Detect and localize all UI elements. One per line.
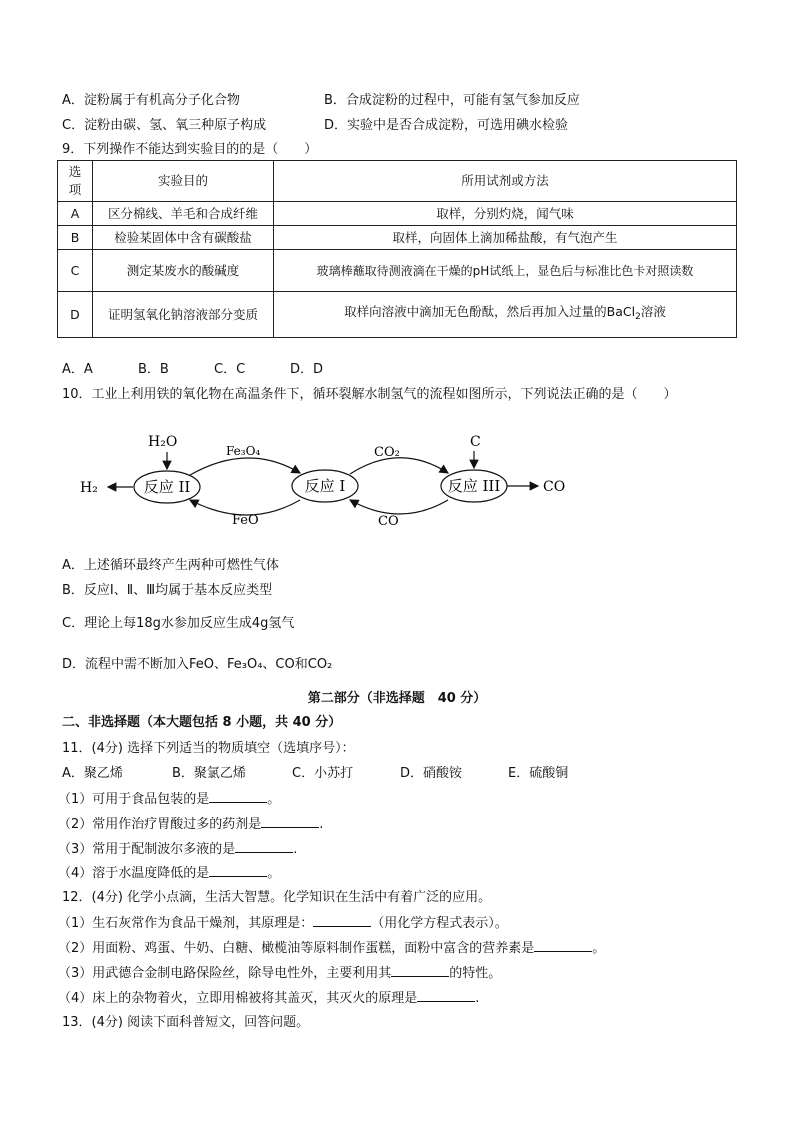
reaction-1-label: 反应 I <box>304 477 346 495</box>
part2-section-heading: 二、非选择题（本大题包括 8 小题，共 40 分） <box>62 715 342 730</box>
table-row <box>58 226 737 250</box>
q12-item-3-text: （3）用武德合金制电路保险丝，除导电性外，主要利用其 <box>58 966 392 981</box>
co2-arrow <box>350 458 448 474</box>
row-option: B <box>58 226 93 250</box>
q9-choice-b: B．B <box>138 362 169 377</box>
q12-item-3-suffix: 的特性。 <box>449 966 502 981</box>
q8-option-c: C．淀粉由碳、氢、氧三种原子构成 <box>62 118 267 133</box>
q8-option-d: D．实验中是否合成淀粉，可选用碘水检验 <box>324 118 569 133</box>
row-goal: 区分棉线、羊毛和合成纤维 <box>93 202 274 226</box>
q12-stem: 12．(4分) 化学小点滴，生活大智慧。化学知识在生活中有着广泛的应用。 <box>62 890 492 905</box>
q9-table <box>57 160 737 338</box>
answer-blank[interactable] <box>209 790 267 803</box>
q9-choice-a: A．A <box>62 362 93 377</box>
answer-blank[interactable] <box>417 989 475 1002</box>
q12-item-3 <box>58 964 501 983</box>
q11-option-d: D．硝酸铵 <box>400 766 463 781</box>
q12-item-1-text: （1）生石灰常作为食品干燥剂，其原理是： <box>58 916 314 931</box>
fe3o4-arrow <box>190 458 300 475</box>
row-goal: 测定某废水的酸碱度 <box>93 250 274 292</box>
q12-item-1 <box>58 914 508 933</box>
answer-blank[interactable] <box>534 939 592 952</box>
row-method: 玻璃棒蘸取待测液滴在干燥的pH试纸上，显色后与标准比色卡对照读数 <box>274 250 737 292</box>
q11-item-1: （1）可用于食品包装的是 。 <box>58 792 281 807</box>
q11-option-a: A．聚乙烯 <box>62 766 123 781</box>
q10-option-b: B．反应Ⅰ、Ⅱ、Ⅲ均属于基本反应类型 <box>62 583 273 598</box>
reaction-2-label: 反应 II <box>143 478 191 496</box>
row-method <box>274 292 737 338</box>
q13-stem: 13．(4分) 阅读下面科普短文，回答问题。 <box>62 1015 310 1030</box>
table-row <box>58 202 737 226</box>
row-method-suffix: 溶液 <box>640 304 666 319</box>
row-goal: 检验某固体中含有碳酸盐 <box>93 226 274 250</box>
q12-item-2-text: （2）用面粉、鸡蛋、牛奶、白糖、橄榄油等原料制作蛋糕，面粉中富含的营养素是 <box>58 941 535 956</box>
answer-blank[interactable] <box>261 815 319 828</box>
q11-item-4-text: （4）溶于水温度降低的是 <box>58 866 210 881</box>
row-method: 取样，分别灼烧，闻气味 <box>274 202 737 226</box>
feo-label: FeO <box>232 513 259 528</box>
q11-item-3: （3）常用于配制波尔多液的是 . <box>58 842 298 857</box>
header-option: 选项 <box>68 164 82 197</box>
q10-stem: 10．工业上利用铁的氧化物在高温条件下，循环裂解水制氢气的流程如图所示，下列说法正确的是（ ） <box>62 387 677 402</box>
row-option: D <box>58 292 93 338</box>
header-method: 所用试剂或方法 <box>274 161 737 202</box>
q10-option-a: A．上述循环最终产生两种可燃性气体 <box>62 558 279 573</box>
q10-flow-diagram <box>0 420 794 535</box>
header-goal: 实验目的 <box>93 161 274 202</box>
carbon-label: C <box>470 434 481 450</box>
co-output-label: CO <box>543 479 566 495</box>
q8-option-b: B．合成淀粉的过程中，可能有氢气参加反应 <box>324 93 580 108</box>
row-method: 取样，向固体上滴加稀盐酸，有气泡产生 <box>274 226 737 250</box>
row-method-text: 取样向溶液中滴加无色酚酞，然后再加入过量的BaCl <box>344 304 636 319</box>
q11-stem: 11．(4分) 选择下列适当的物质填空（选填序号）： <box>62 741 355 756</box>
q11-option-e: E．硫酸铜 <box>508 766 569 781</box>
q12-item-4-text: （4）床上的杂物着火，立即用棉被将其盖灭，其灭火的原理是 <box>58 991 418 1006</box>
q11-item-2: （2）常用作治疗胃酸过多的药剂是 . <box>58 817 324 832</box>
q10-option-d: D．流程中需不断加入FeO、Fe₃O₄、CO和CO₂ <box>62 657 333 672</box>
fe3o4-label: Fe₃O₄ <box>226 444 261 458</box>
q12-item-1-suffix: （用化学方程式表示）。 <box>371 916 508 931</box>
q11-item-1-text: （1）可用于食品包装的是 <box>58 792 210 807</box>
q11-item-2-text: （2）常用作治疗胃酸过多的药剂是 <box>58 817 262 832</box>
q12-item-2: （2）用面粉、鸡蛋、牛奶、白糖、橄榄油等原料制作蛋糕，面粉中富含的营养素是 。 <box>58 941 606 956</box>
row-method-subscript: 2 <box>635 312 641 322</box>
reaction-3-label: 反应 III <box>447 477 501 495</box>
co2-label: CO₂ <box>374 445 400 460</box>
answer-blank[interactable] <box>209 864 267 877</box>
answer-blank[interactable] <box>235 840 293 853</box>
row-option: A <box>58 202 93 226</box>
q11-item-3-text: （3）常用于配制波尔多液的是 <box>58 842 236 857</box>
q11-option-c: C．小苏打 <box>292 766 354 781</box>
q8-option-a: A．淀粉属于有机高分子化合物 <box>62 93 240 108</box>
answer-blank[interactable] <box>313 914 371 927</box>
co-return-label: CO <box>378 514 399 529</box>
h2-label: H₂ <box>80 480 98 496</box>
q9-stem: 9．下列操作不能达到实验目的的是（ ） <box>62 142 318 157</box>
q10-option-c: C．理论上每18g水参加反应生成4g氢气 <box>62 616 295 631</box>
table-row <box>58 250 737 292</box>
q11-item-4: （4）溶于水温度降低的是 。 <box>58 866 281 881</box>
q9-choice-d: D．D <box>290 362 324 377</box>
co-return-arrow <box>350 500 448 514</box>
q11-option-b: B．聚氯乙烯 <box>172 766 246 781</box>
answer-blank[interactable] <box>391 964 449 977</box>
h2o-label: H₂O <box>148 434 178 450</box>
table-row <box>58 292 737 338</box>
table-header-row <box>58 161 737 202</box>
q12-item-4: （4）床上的杂物着火，立即用棉被将其盖灭，其灭火的原理是 . <box>58 991 480 1006</box>
row-goal: 证明氢氧化钠溶液部分变质 <box>93 292 274 338</box>
row-option: C <box>58 250 93 292</box>
q9-choice-c: C．C <box>214 362 246 377</box>
part2-title: 第二部分（非选择题 40 分） <box>307 691 487 706</box>
